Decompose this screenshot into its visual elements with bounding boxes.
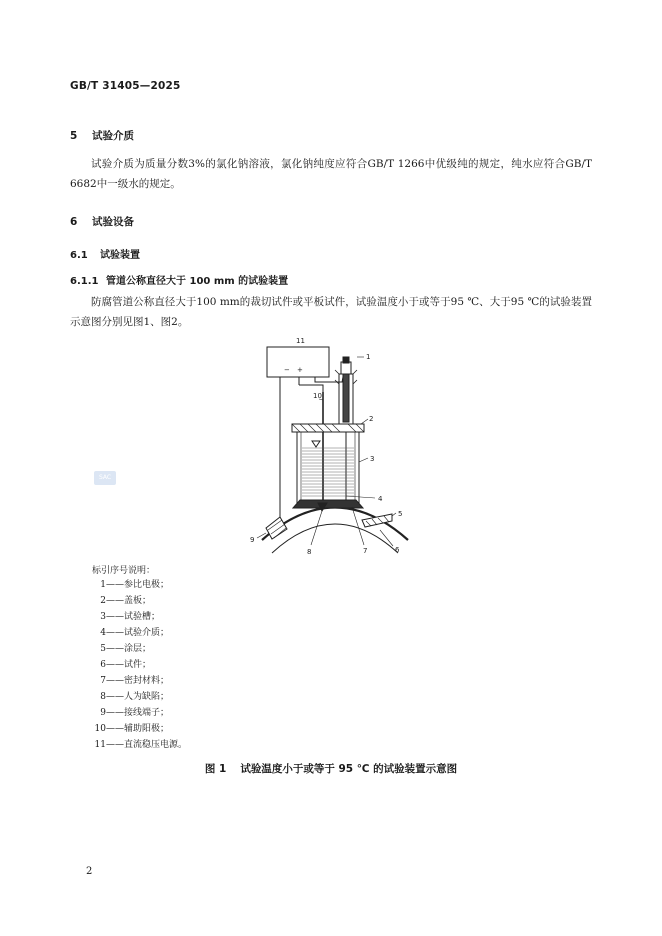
callout-2: 2 <box>369 415 374 423</box>
section-title: 试验设备 <box>92 216 134 228</box>
sealing-material <box>293 500 363 508</box>
polarity-minus: − <box>284 366 290 374</box>
callout-6: 6 <box>395 546 400 554</box>
section-title: 试验介质 <box>92 130 134 142</box>
callout-5: 5 <box>398 510 403 518</box>
section-title: 试验装置 <box>100 250 140 261</box>
legend-item: 7——密封材料； <box>100 676 170 686</box>
legend-item: 2——盖板； <box>100 596 152 606</box>
legend-item: 4——试验介质； <box>100 628 170 638</box>
leader-line-4 <box>346 496 375 498</box>
section-5-heading <box>70 128 134 143</box>
legend-item: 11——直流稳压电源。 <box>94 740 188 750</box>
figure-legend <box>92 577 187 753</box>
section-title: 管道公称直径大于 100 mm 的试验装置 <box>106 276 289 287</box>
legend-item: 6——试件； <box>100 660 152 670</box>
standard-number-header: GB/T 31405—2025 <box>70 80 181 92</box>
legend-item: 10——辅助阳极； <box>94 724 170 734</box>
section-number: 6.1.1 <box>70 276 99 287</box>
figure-caption <box>0 761 662 776</box>
legend-item: 5——涂层； <box>100 644 152 654</box>
callout-11: 11 <box>296 337 305 345</box>
callout-3: 3 <box>370 455 375 463</box>
callout-7: 7 <box>363 547 368 555</box>
leader-line-2 <box>361 419 368 424</box>
section-number: 5 <box>70 130 78 142</box>
callout-10: 10 <box>313 392 322 400</box>
anode-wire <box>299 385 323 392</box>
section-number: 6 <box>70 216 78 228</box>
section-6-1-heading <box>70 246 140 261</box>
callout-1: 1 <box>366 353 371 361</box>
reference-electrode-core <box>343 374 349 422</box>
callout-9: 9 <box>250 536 255 544</box>
callout-4: 4 <box>378 495 383 503</box>
legend-title: 标引序号说明： <box>92 566 156 576</box>
test-apparatus-figure <box>240 335 430 567</box>
callout-8: 8 <box>307 548 312 556</box>
legend-item: 8——人为缺陷； <box>100 692 170 702</box>
page-number: 2 <box>86 866 93 877</box>
reference-electrode-cap <box>341 362 351 374</box>
figure-number: 图 1 <box>204 763 227 775</box>
legend-item: 9——接线端子； <box>100 708 170 718</box>
leader-line-3 <box>359 458 368 462</box>
section-6-1-1-paragraph: 防腐管道公称直径大于100 mm的裁切试件或平板试件，试验温度小于或等于95 ℃、大于95 ℃的试验装置示意图分别见图1、图2。 <box>70 296 592 328</box>
specimen-pipe <box>272 524 398 553</box>
figure-title: 试验温度小于或等于 95 ℃ 的试验装置示意图 <box>240 763 458 775</box>
section-number: 6.1 <box>70 250 88 261</box>
polarity-plus: + <box>297 366 303 374</box>
section-6-heading <box>70 214 134 229</box>
leader-line-5 <box>392 513 396 516</box>
liquid-level-mark <box>312 441 320 447</box>
section-6-1-1-heading <box>70 272 288 287</box>
section-5-paragraph: 试验介质为质量分数3%的氯化钠溶液，氯化钠纯度应符合GB/T 1266中优级纯的规定，纯水应符合GB/T 6682中一级水的规定。 <box>70 158 592 190</box>
legend-item: 3——试验槽； <box>100 612 161 622</box>
reference-electrode-terminal <box>343 357 349 363</box>
watermark-logo: SAC <box>94 471 116 485</box>
legend-item: 1——参比电极； <box>100 580 170 590</box>
